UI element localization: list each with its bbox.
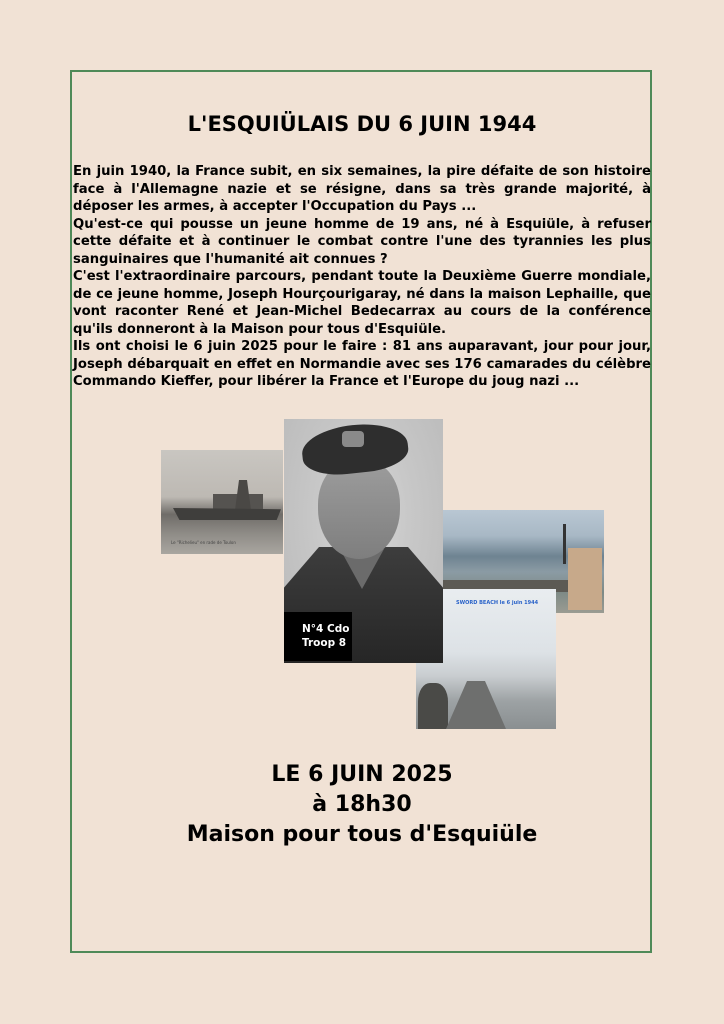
paragraph: Qu'est-ce qui pousse un jeune homme de 19 ans, né à Esquiüle, à refuser cette défaite et à continuer le combat contre l'une des tyrannies les plus sanguinaires que l'humanité ait connues ? <box>73 216 651 267</box>
paragraph: Ils ont choisi le 6 juin 2025 pour le faire : 81 ans auparavant, jour pour jour, Joseph débarquait en effet en Normandie avec ses 176 camarades du célèbre Commando Kieffer, pour libérer la France et l'Europe du joug nazi ... <box>73 339 651 389</box>
event-date: LE 6 JUIN 2025 <box>271 762 453 787</box>
portrait-label-line2: Troop 8 <box>302 637 347 649</box>
paragraph: C'est l'extraordinaire parcours, pendant toute la Deuxième Guerre mondiale, de ce jeune homme, Joseph Hourçourigaray, né dans la maison Lephaille, que vont raconter René et Jean-Michel Bedecarrax au cours de la conférence qu'ils donneront à la Maison pour tous d'Esquiüle. <box>73 269 651 337</box>
ship-caption: Le "Richelieu" en rade de Toulon <box>171 540 236 545</box>
paragraph: En juin 1940, la France subit, en six semaines, la pire défaite de son histoire face à l'Allemagne nazie et se résigne, dans sa très grande majorité, à déposer les armes, à accepter l'Occupation du Pays ... <box>73 164 651 214</box>
event-time: à 18h30 <box>312 792 412 817</box>
portrait-label-line1: N°4 Cdo <box>302 623 350 635</box>
ship-photo <box>161 450 283 554</box>
event-place: Maison pour tous d'Esquiüle <box>186 822 538 847</box>
beach-caption: SWORD BEACH le 6 juin 1944 <box>456 600 539 606</box>
page-title: L'ESQUIÜLAIS DU 6 JUIN 1944 <box>187 112 537 136</box>
body-text <box>73 163 651 391</box>
portrait-label <box>284 612 352 661</box>
